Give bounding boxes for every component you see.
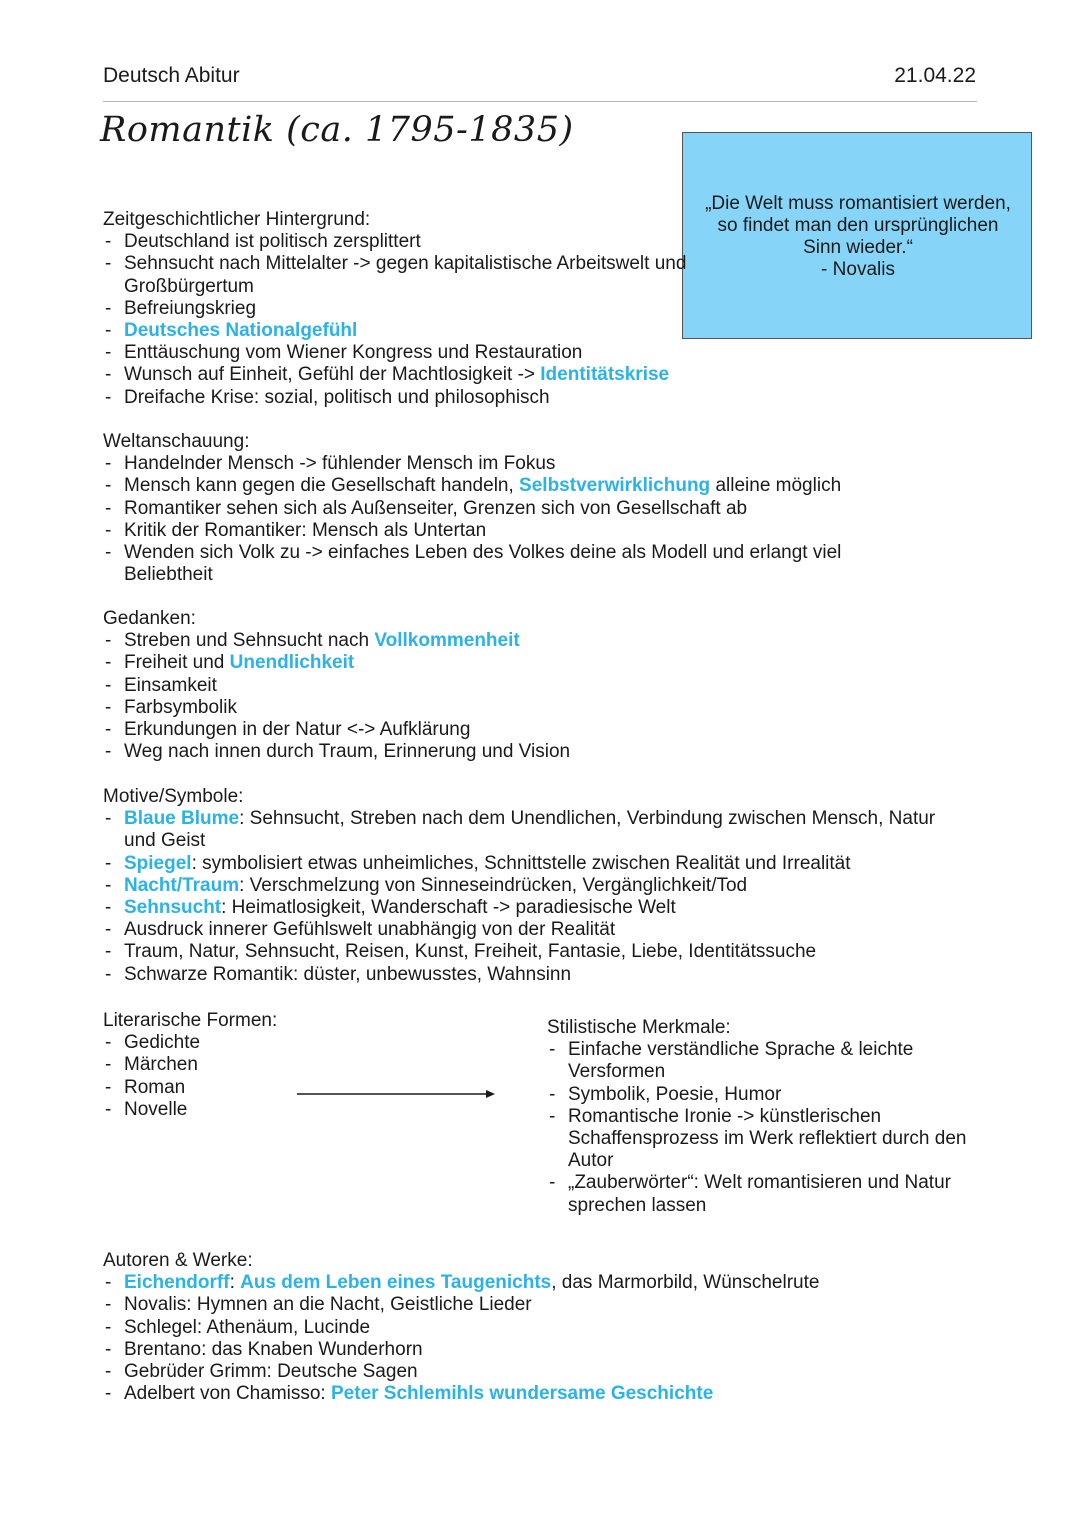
item-text: Märchen	[124, 1054, 198, 1076]
quote-line: Sinn wieder.“	[803, 237, 913, 258]
highlighted-term: Deutsches Nationalgefühl	[124, 320, 358, 342]
item-text: Einsamkeit	[124, 674, 217, 696]
item-text: Einfache verständliche Sprache & leichte Versformen	[568, 1039, 914, 1083]
list-item	[103, 542, 908, 586]
item-text: Brentano: das Knaben Wunderhorn	[124, 1338, 423, 1360]
list-item	[103, 520, 908, 542]
quote-author: - Novalis	[821, 259, 895, 280]
item-text: Novelle	[124, 1098, 188, 1120]
list-item	[103, 453, 908, 475]
item-text: Erkundungen in der Natur <-> Aufklärung	[124, 719, 471, 741]
list-item	[103, 875, 953, 897]
highlighted-term: Peter Schlemihls wundersame Geschichte	[331, 1383, 714, 1405]
section-heading: Gedanken:	[103, 608, 196, 629]
item-text: Kritik der Romantiker: Mensch als Untertan	[124, 519, 487, 541]
list-item	[103, 475, 908, 497]
highlighted-term: Identitätskrise	[540, 364, 670, 386]
highlighted-term: Blaue Blume	[124, 808, 240, 830]
list-item	[103, 1032, 303, 1054]
section-weltanschauung	[103, 431, 908, 586]
item-text: Wunsch auf Einheit, Gefühl der Machtlosigkeit ->	[124, 364, 541, 386]
arrow-right-icon	[297, 1087, 495, 1101]
bullet-list	[103, 808, 953, 986]
item-text: Freiheit und	[124, 652, 230, 674]
list-item	[103, 342, 743, 364]
item-text: Romantische Ironie -> künstlerischen Schaffensprozess im Werk reflektiert durch den Autor	[568, 1105, 967, 1172]
item-text: Gedichte	[124, 1032, 201, 1054]
list-item	[103, 1317, 908, 1339]
item-text: Gebrüder Grimm: Deutsche Sagen	[124, 1361, 418, 1383]
item-text: Mensch kann gegen die Gesellschaft handeln,	[124, 475, 520, 497]
highlighted-term: Sehnsucht	[124, 897, 222, 919]
header-date: 21.04.22	[894, 64, 976, 87]
item-text: Deutschland ist politisch zersplittert	[124, 231, 421, 253]
list-item	[547, 1039, 987, 1083]
list-item	[103, 1099, 303, 1121]
bullet-list	[547, 1039, 987, 1217]
list-item	[103, 1294, 908, 1316]
item-text: : Heimatlosigkeit, Wanderschaft -> paradiesische Welt	[221, 897, 676, 919]
list-item	[103, 1054, 303, 1076]
list-item	[103, 941, 953, 963]
item-text: Novalis: Hymnen an die Nacht, Geistliche Lieder	[124, 1294, 532, 1316]
header-subject: Deutsch Abitur	[103, 64, 240, 87]
list-item	[103, 253, 743, 297]
item-text: Handelnder Mensch -> fühlender Mensch im Fokus	[124, 453, 556, 475]
item-text: Romantiker sehen sich als Außenseiter, Grenzen sich von Gesellschaft ab	[124, 497, 748, 519]
section-heading: Zeitgeschichtlicher Hintergrund:	[103, 209, 371, 230]
highlighted-term: Unendlichkeit	[229, 652, 355, 674]
item-text: : symbolisiert etwas unheimliches, Schnittstelle zwischen Realität und Irrealität	[191, 852, 851, 874]
list-item	[103, 964, 953, 986]
list-item	[103, 1339, 908, 1361]
item-text: Sehnsucht nach Mittelalter -> gegen kapitalistische Arbeitswelt und Großbürgertum	[124, 253, 687, 297]
highlighted-term: Selbstverwirklichung	[519, 475, 711, 497]
highlighted-term: Eichendorff	[124, 1272, 230, 1294]
list-item	[103, 364, 743, 386]
quote-line: „Die Welt muss romantisiert werden,	[705, 193, 1011, 214]
list-item	[103, 498, 908, 520]
highlighted-term: Nacht/Traum	[124, 874, 240, 896]
list-item	[103, 919, 953, 941]
item-text: Dreifache Krise: sozial, politisch und philosophisch	[124, 386, 550, 408]
item-text: Streben und Sehnsucht nach	[124, 630, 375, 652]
section-gedanken	[103, 608, 908, 763]
section-formen	[103, 1010, 303, 1121]
item-text: , das Marmorbild, Wünschelrute	[551, 1272, 820, 1294]
bullet-list	[103, 453, 908, 586]
list-item	[103, 853, 953, 875]
list-item	[103, 719, 908, 741]
section-heading: Autoren & Werke:	[103, 1250, 253, 1271]
section-heading: Literarische Formen:	[103, 1010, 278, 1031]
item-text: Weg nach innen durch Traum, Erinnerung und Vision	[124, 741, 571, 763]
list-item	[103, 1272, 908, 1294]
item-text: Befreiungskrieg	[124, 297, 257, 319]
list-item	[103, 1077, 303, 1099]
item-text: Ausdruck innerer Gefühlswelt unabhängig von der Realität	[124, 919, 616, 941]
list-item	[103, 320, 743, 342]
item-text: Roman	[124, 1076, 186, 1098]
section-heading: Weltanschauung:	[103, 431, 250, 452]
item-text: Enttäuschung vom Wiener Kongress und Restauration	[124, 342, 583, 364]
bullet-list	[103, 630, 908, 763]
list-item	[103, 231, 743, 253]
item-text: „Zauberwörter“: Welt romantisieren und Natur sprechen lassen	[568, 1172, 951, 1216]
list-item	[103, 1361, 908, 1383]
item-text: Schlegel: Athenäum, Lucinde	[124, 1316, 371, 1338]
item-text: Symbolik, Poesie, Humor	[568, 1083, 782, 1105]
item-text: :	[229, 1272, 241, 1294]
item-text: Wenden sich Volk zu -> einfaches Leben des Volkes deine als Modell und erlangt viel Beliebtheit	[124, 542, 842, 586]
section-hintergrund	[103, 209, 743, 409]
item-text: : Sehnsucht, Streben nach dem Unendlichen, Verbindung zwischen Mensch, Natur und Geist	[124, 808, 936, 852]
list-item	[103, 298, 743, 320]
highlighted-term: Vollkommenheit	[374, 630, 520, 652]
highlighted-term: Spiegel	[124, 852, 192, 874]
list-item	[103, 741, 908, 763]
item-text: Schwarze Romantik: düster, unbewusstes, Wahnsinn	[124, 963, 572, 985]
item-text: Traum, Natur, Sehnsucht, Reisen, Kunst, Freiheit, Fantasie, Liebe, Identitätssuche	[124, 941, 817, 963]
bullet-list	[103, 1032, 303, 1121]
list-item	[103, 1383, 908, 1405]
item-text: Farbsymbolik	[124, 696, 237, 718]
list-item	[103, 652, 908, 674]
list-item	[103, 387, 743, 409]
bullet-list	[103, 231, 743, 409]
list-item	[103, 697, 908, 719]
section-merkmale	[547, 1017, 987, 1217]
list-item	[103, 808, 953, 852]
list-item	[547, 1172, 987, 1216]
header-divider	[103, 101, 977, 102]
section-motive	[103, 786, 953, 986]
list-item	[547, 1106, 987, 1173]
list-item	[103, 675, 908, 697]
list-item	[103, 897, 953, 919]
page-title: Romantik (ca. 1795-1835)	[100, 110, 574, 150]
section-autoren	[103, 1250, 908, 1405]
list-item	[547, 1084, 987, 1106]
item-text: Adelbert von Chamisso:	[124, 1383, 331, 1405]
list-item	[103, 630, 908, 652]
quote-line: so findet man den ursprünglichen	[717, 215, 999, 236]
item-text: alleine möglich	[710, 475, 842, 497]
highlighted-term: Aus dem Leben eines Taugenichts	[240, 1272, 552, 1294]
section-heading: Stilistische Merkmale:	[547, 1017, 731, 1038]
item-text: : Verschmelzung von Sinneseindrücken, Vergänglichkeit/Tod	[239, 874, 748, 896]
section-heading: Motive/Symbole:	[103, 786, 244, 807]
bullet-list	[103, 1272, 908, 1405]
